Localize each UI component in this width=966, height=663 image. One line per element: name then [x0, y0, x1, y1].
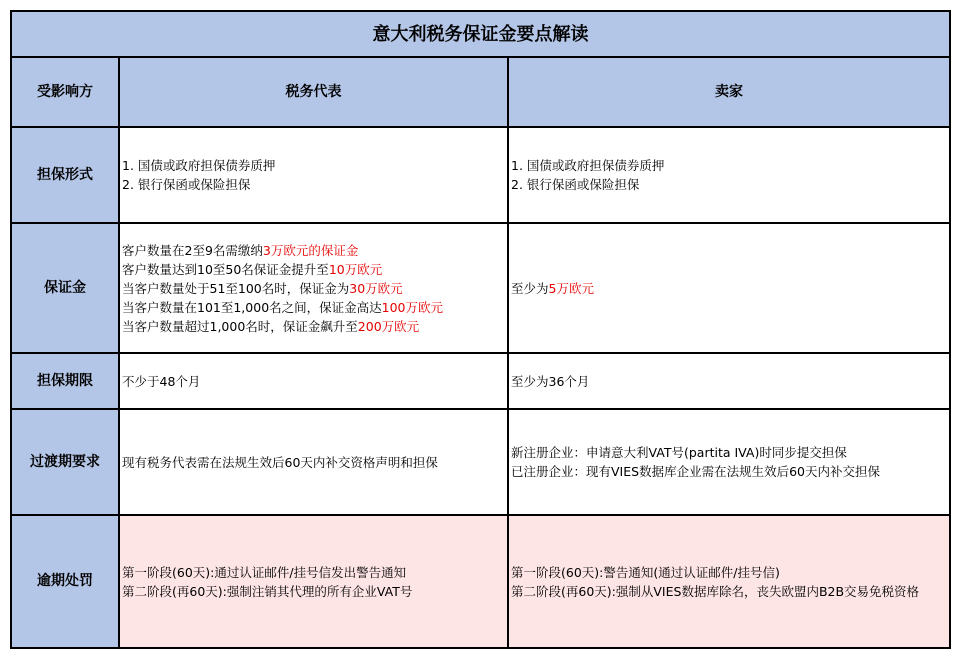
- seller-transition-new: 新注册企业：申请意大利VAT号(partita IVA)时同步提交担保: [511, 445, 847, 460]
- row-guarantee-form: [11, 127, 950, 223]
- row-deposit: [11, 223, 950, 353]
- cell-rep-transition: [119, 409, 508, 515]
- cell-rep-guarantee-form: [119, 127, 508, 223]
- row-label-guarantee-form: 担保形式: [11, 127, 119, 223]
- rep-penalty-stage-1: 第一阶段(60天):通过认证邮件/挂号信发出警告通知: [122, 564, 407, 580]
- seller-form-line-1: 1. 国债或政府担保债券质押: [511, 158, 665, 173]
- row-label-penalty: 逾期处罚: [11, 515, 119, 648]
- rep-form-line-1: 1. 国债或政府担保债券质押: [122, 158, 276, 173]
- row-penalty: [11, 515, 950, 648]
- row-label-transition: 过渡期要求: [11, 409, 119, 515]
- header-tax-representative: 税务代表: [119, 57, 508, 127]
- header-seller: 卖家: [508, 57, 950, 127]
- table-title: 意大利税务保证金要点解读: [11, 11, 950, 57]
- tax-deposit-table: [10, 10, 951, 649]
- cell-seller-period: 至少为36个月: [508, 353, 950, 409]
- cell-seller-transition: [508, 409, 950, 515]
- deposit-tier-1: 客户数量在2至9名需缴纳3万欧元的保证金: [122, 242, 359, 258]
- seller-penalty-stage-1: 第一阶段(60天):警告通知(通过认证邮件/挂号信): [511, 564, 780, 580]
- seller-form-line-2: 2. 银行保函或保险担保: [511, 177, 640, 192]
- rep-form-line-2: 2. 银行保函或保险担保: [122, 177, 251, 192]
- row-guarantee-period: [11, 353, 950, 409]
- cell-rep-penalty: [119, 515, 508, 648]
- cell-seller-deposit: [508, 223, 950, 353]
- cell-rep-deposit: [119, 223, 508, 353]
- cell-rep-period: 不少于48个月: [119, 353, 508, 409]
- cell-seller-penalty: [508, 515, 950, 648]
- row-label-guarantee-period: 担保期限: [11, 353, 119, 409]
- rep-transition-text: 现有税务代表需在法规生效后60天内补交资格声明和担保: [122, 454, 438, 470]
- row-transition: [11, 409, 950, 515]
- rep-penalty-stage-2: 第二阶段(再60天):强制注销其代理的所有企业VAT号: [122, 583, 413, 599]
- seller-penalty-stage-2: 第二阶段(再60天):强制从VIES数据库除名，丧失欧盟内B2B交易免税资格: [511, 583, 920, 599]
- header-affected-party: 受影响方: [11, 57, 119, 127]
- row-label-deposit: 保证金: [11, 223, 119, 353]
- deposit-tier-4: 当客户数量在101至1,000名之间，保证金高达100万欧元: [122, 299, 444, 315]
- seller-deposit-amount: 至少为5万欧元: [511, 280, 594, 296]
- seller-transition-existing: 已注册企业：现有VIES数据库企业需在法规生效后60天内补交担保: [511, 464, 880, 479]
- deposit-tier-5: 当客户数量超过1,000名时，保证金飙升至200万欧元: [122, 318, 420, 334]
- deposit-tier-3: 当客户数量处于51至100名时，保证金为30万欧元: [122, 280, 403, 296]
- cell-seller-guarantee-form: [508, 127, 950, 223]
- deposit-tier-2: 客户数量达到10至50名保证金提升至10万欧元: [122, 261, 383, 277]
